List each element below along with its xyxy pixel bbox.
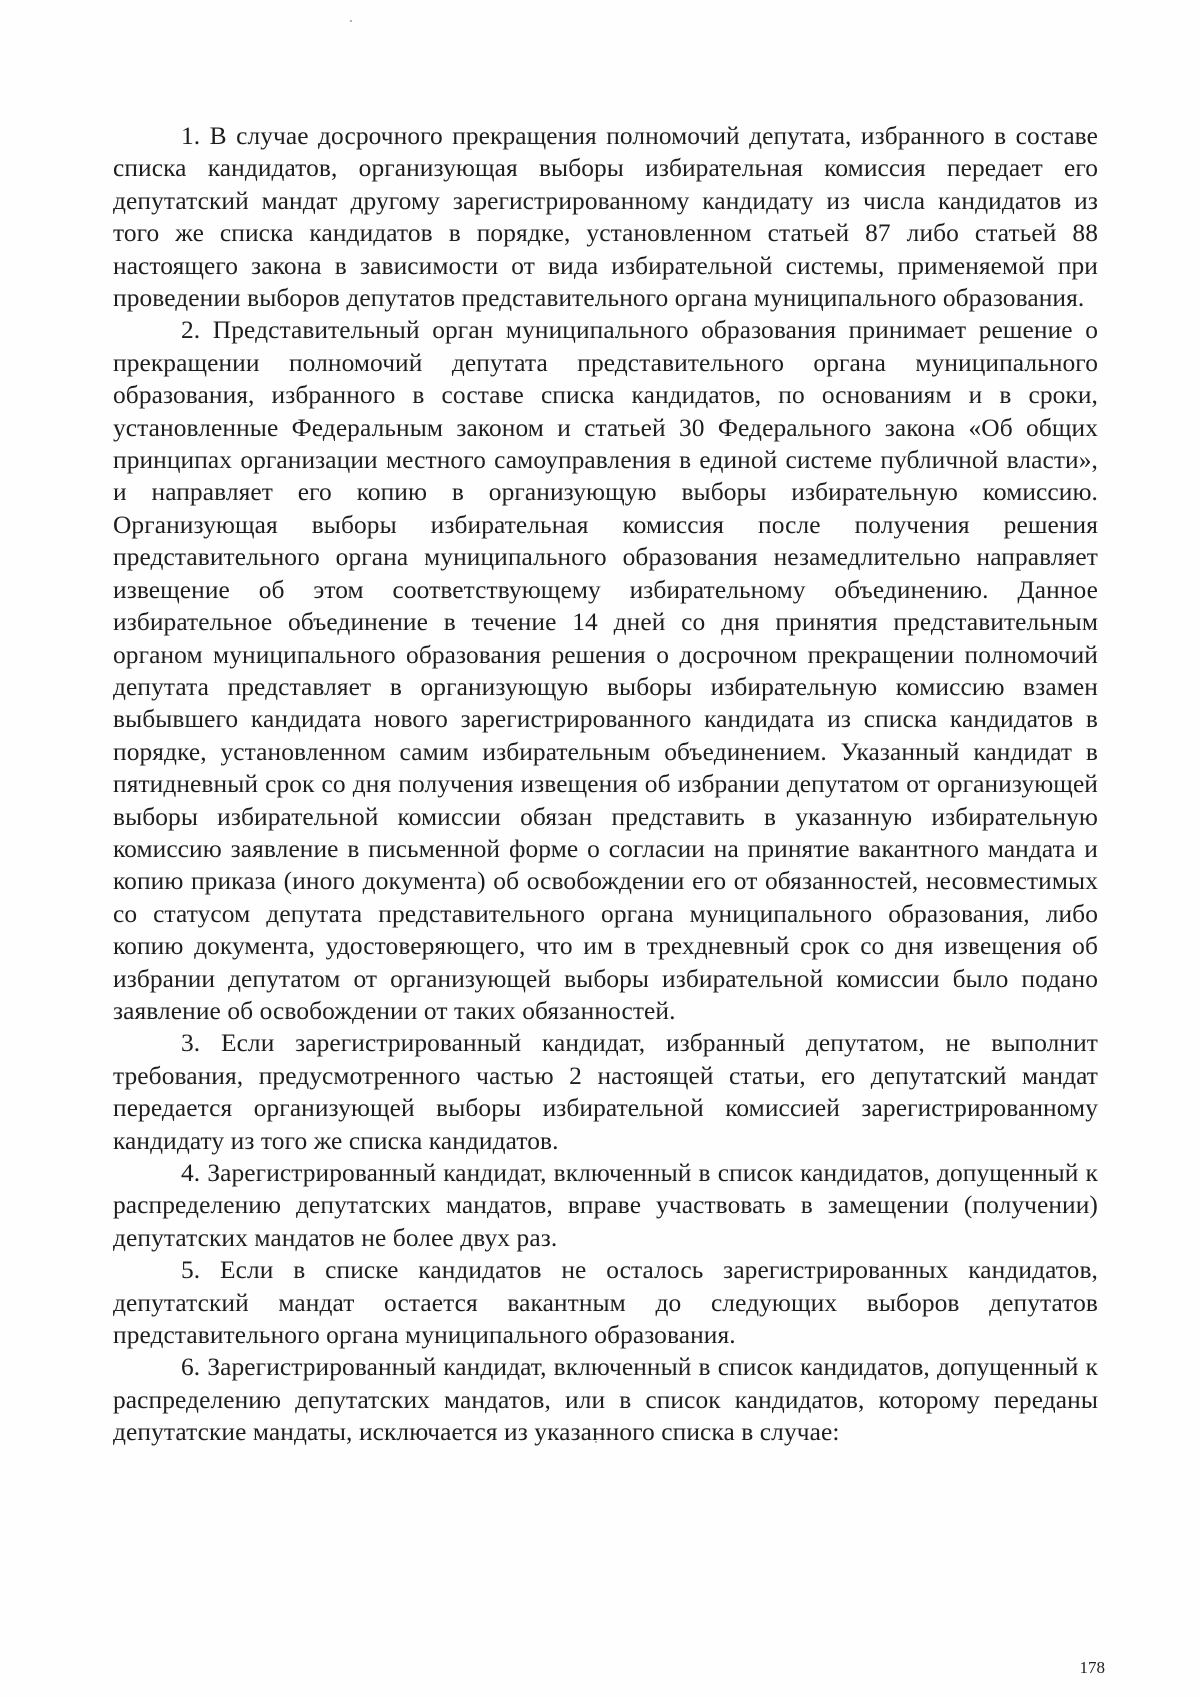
scan-speck bbox=[350, 20, 352, 22]
document-body bbox=[113, 120, 1098, 1449]
paragraph-2: 2. Представительный орган муниципального образования принимает решение о прекращении полномочий депутата представительного органа муниципального образования, избранного в составе списка кандидатов, по основаниям и в сроки, установленные Федеральным законом и статьей 30 Федерального закона «Об общих принципах организации местного самоуправления в единой системе публичной власти», и направляет его копию в организующую выборы избирательную комиссию. Организующая выборы избирательная комиссия после получения решения представительного органа муниципального образования незамедлительно направляет извещение об этом соответствующему избирательному объединению. Данное избирательное объединение в течение 14 дней со дня принятия представительным органом муниципального образования решения о досрочном прекращении полномочий депутата представляет в организующую выборы избирательную комиссию взамен выбывшего кандидата нового зарегистрированного кандидата из списка кандидатов в порядке, установленном самим избирательным объединением. Указанный кандидат в пятидневный срок со дня получения извещения об избрании депутатом от организующей выборы избирательной комиссии обязан представить в указанную избирательную комиссию заявление в письменной форме о согласии на принятие вакантного мандата и копию приказа (иного документа) об освобождении его от обязанностей, несовместимых со статусом депутата представительного органа муниципального образования, либо копию документа, удостоверяющего, что им в трехдневный срок со дня извещения об избрании депутатом от организующей выборы избирательной комиссии было подано заявление об освобождении от таких обязанностей. bbox=[113, 316, 1098, 1025]
paragraph-5: 5. Если в списке кандидатов не осталось зарегистрированных кандидатов, депутатский мандат остается вакантным до следующих выборов депутатов представительного органа муниципального образования. bbox=[113, 1256, 1098, 1350]
paragraph-1: 1. В случае досрочного прекращения полномочий депутата, избранного в составе списка кандидатов, организующая выборы избирательная комиссия передает его депутатский мандат другому зарегистрированному кандидату из числа кандидатов из того же списка кандидатов в порядке, установленном статьей 87 либо статьей 88 настоящего закона в зависимости от вида избирательной системы, применяемой при проведении выборов депутатов представительного органа муниципального образования. bbox=[113, 122, 1098, 313]
page-number: 178 bbox=[1079, 1658, 1105, 1677]
paragraph-3: 3. Если зарегистрированный кандидат, избранный депутатом, не выполнит требования, предусмотренного частью 2 настоящей статьи, его депутатский мандат передается организующей выборы избирательной комиссией зарегистрированному кандидату из того же списка кандидатов. bbox=[113, 1029, 1098, 1155]
paragraph-4: 4. Зарегистрированный кандидат, включенный в список кандидатов, допущенный к распределению депутатских мандатов, вправе участвовать в замещении (получении) депутатских мандатов не более двух раз. bbox=[113, 1159, 1098, 1252]
paragraph-6: 6. Зарегистрированный кандидат, включенный в список кандидатов, допущенный к распределению депутатских мандатов, или в список кандидатов, которому переданы депутатские мандаты, исключается из указанного списка в случае: bbox=[113, 1353, 1098, 1447]
